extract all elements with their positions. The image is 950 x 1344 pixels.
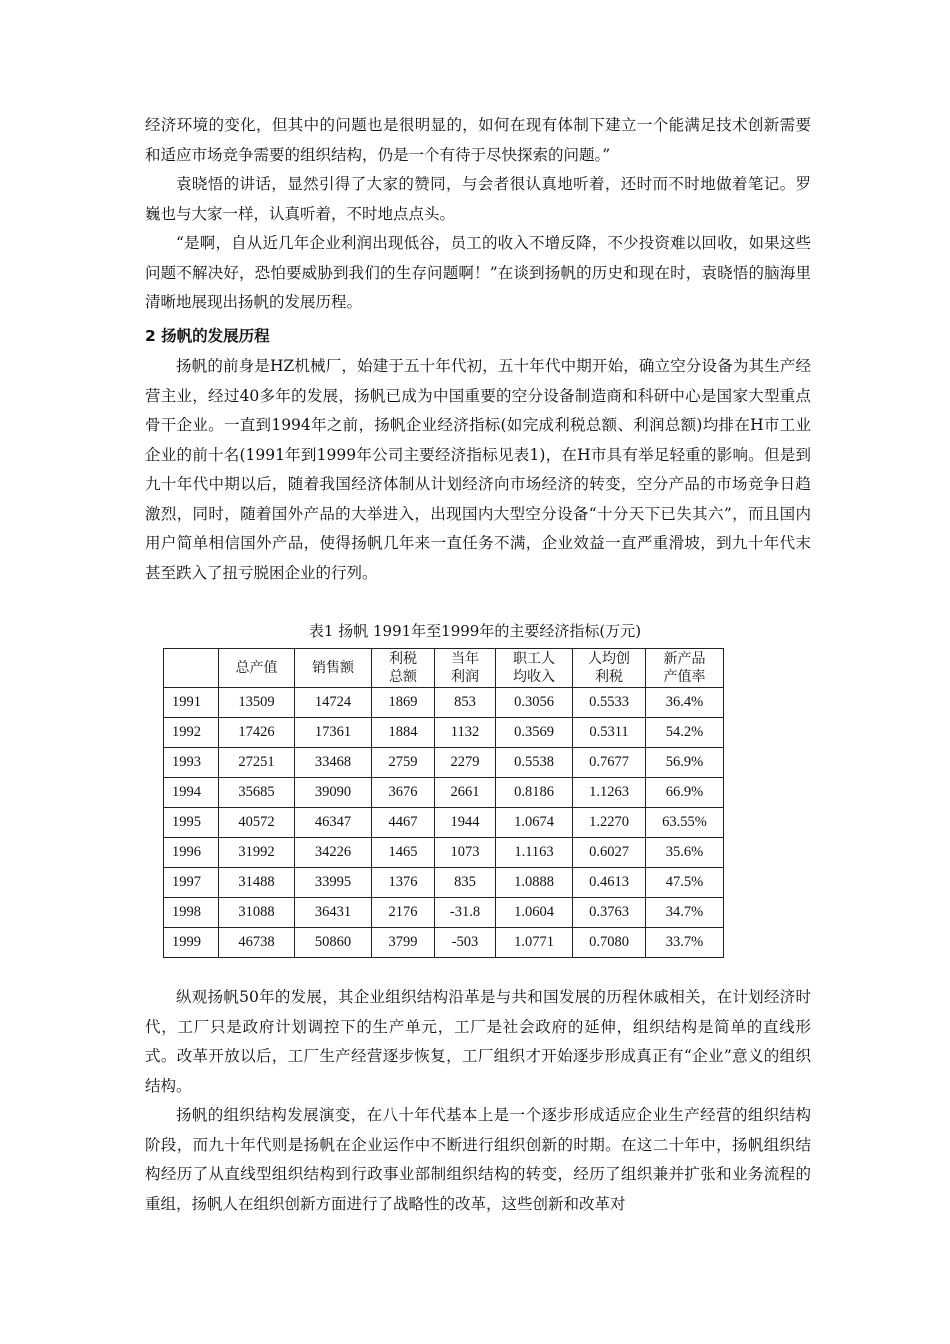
cell-tax-profit: 4467 [372, 808, 435, 838]
header-tax-profit: 利税 总额 [372, 649, 435, 688]
cell-annual-profit: 1944 [435, 808, 496, 838]
cell-avg-income: 0.5538 [496, 748, 573, 778]
cell-annual-profit: 2661 [435, 778, 496, 808]
table-header-row [164, 649, 724, 688]
cell-new-product-rate: 34.7% [646, 898, 724, 928]
cell-tax-profit: 3676 [372, 778, 435, 808]
paragraph-quote: “是啊，自从近几年企业利润出现低谷，员工的收入不增反降，不少投资难以回收，如果这些问题不解决好，恐怕要威胁到我们的生存问题啊！”在谈到扬帆的历史和现在时，袁晓悟的脑海里清晰地展现出扬帆的发展历程。 [145, 234, 811, 311]
cell-new-product-rate: 54.2% [646, 718, 724, 748]
table-row [164, 688, 724, 718]
cell-sales: 17361 [295, 718, 372, 748]
cell-tax-per-capita: 0.7080 [573, 928, 646, 958]
cell-annual-profit: 853 [435, 688, 496, 718]
header-sales: 销售额 [295, 649, 372, 688]
cell-year: 1992 [164, 718, 219, 748]
cell-sales: 34226 [295, 838, 372, 868]
cell-tax-per-capita: 0.4613 [573, 868, 646, 898]
header-avg-income: 职工人 均收入 [496, 649, 573, 688]
paragraph-yuan-speech: 袁晓悟的讲话，显然引得了大家的赞同，与会者很认真地听着，还时而不时地做着笔记。罗巍也与大家一样，认真听着，不时地点点头。 [145, 175, 811, 223]
cell-tax-profit: 3799 [372, 928, 435, 958]
cell-total-output: 46738 [219, 928, 295, 958]
cell-tax-per-capita: 1.1263 [573, 778, 646, 808]
cell-annual-profit: -503 [435, 928, 496, 958]
cell-sales: 39090 [295, 778, 372, 808]
cell-annual-profit: -31.8 [435, 898, 496, 928]
table-row [164, 898, 724, 928]
paragraph-history: 扬帆的前身是HZ机械厂，始建于五十年代初，五十年代中期开始，确立空分设备为其生产经营主业，经过40多年的发展，扬帆已成为中国重要的空分设备制造商和科研中心是国家大型重点骨干企业。一直到1994年之前，扬帆企业经济指标(如完成利税总额、利润总额)均排在H市工业企业的前十名(1991年到1999年公司主要经济指标见表1)，在H市具有举足轻重的影响。但是到九十年代中期以后，随着我国经济体制从计划经济向市场经济的转变，空分产品的市场竞争日趋激烈，同时，随着国外产品的大举进入，出现国内大型空分设备“十分天下已失其六”，而且国内用户简单相信国外产品，使得扬帆几年来一直任务不满，企业效益一直严重滑坡，到九十年代末甚至跌入了扭亏脱困企业的行列。 [145, 357, 811, 582]
table-row [164, 748, 724, 778]
table-row [164, 808, 724, 838]
table-caption: 表1 扬帆 1991年至1999年的主要经济指标(万元) [308, 622, 642, 640]
header-year [164, 649, 219, 688]
cell-tax-per-capita: 0.6027 [573, 838, 646, 868]
cell-tax-per-capita: 0.7677 [573, 748, 646, 778]
cell-annual-profit: 2279 [435, 748, 496, 778]
table-row [164, 838, 724, 868]
paragraph-continuation: 经济环境的变化，但其中的问题也是很明显的，如何在现有体制下建立一个能满足技术创新需要和适应市场竞争需要的组织结构，仍是一个有待于尽快探索的问题。” [145, 116, 811, 164]
cell-avg-income: 0.8186 [496, 778, 573, 808]
table-row [164, 928, 724, 958]
table-row [164, 778, 724, 808]
cell-sales: 33468 [295, 748, 372, 778]
cell-total-output: 40572 [219, 808, 295, 838]
cell-new-product-rate: 36.4% [646, 688, 724, 718]
cell-annual-profit: 835 [435, 868, 496, 898]
cell-avg-income: 1.0771 [496, 928, 573, 958]
cell-avg-income: 1.0674 [496, 808, 573, 838]
cell-avg-income: 1.0604 [496, 898, 573, 928]
cell-new-product-rate: 35.6% [646, 838, 724, 868]
cell-avg-income: 0.3056 [496, 688, 573, 718]
cell-sales: 50860 [295, 928, 372, 958]
cell-new-product-rate: 47.5% [646, 868, 724, 898]
header-new-product-rate: 新产品 产值率 [646, 649, 724, 688]
cell-annual-profit: 1132 [435, 718, 496, 748]
cell-year: 1999 [164, 928, 219, 958]
cell-total-output: 13509 [219, 688, 295, 718]
table-row [164, 718, 724, 748]
cell-new-product-rate: 33.7% [646, 928, 724, 958]
cell-total-output: 31992 [219, 838, 295, 868]
cell-tax-profit: 2176 [372, 898, 435, 928]
cell-sales: 36431 [295, 898, 372, 928]
cell-total-output: 31488 [219, 868, 295, 898]
cell-sales: 14724 [295, 688, 372, 718]
cell-year: 1997 [164, 868, 219, 898]
cell-avg-income: 1.0888 [496, 868, 573, 898]
cell-year: 1991 [164, 688, 219, 718]
cell-new-product-rate: 56.9% [646, 748, 724, 778]
cell-tax-per-capita: 1.2270 [573, 808, 646, 838]
economic-indicators-table [163, 648, 724, 958]
cell-tax-profit: 1376 [372, 868, 435, 898]
cell-tax-per-capita: 0.3763 [573, 898, 646, 928]
cell-year: 1994 [164, 778, 219, 808]
cell-total-output: 27251 [219, 748, 295, 778]
cell-year: 1998 [164, 898, 219, 928]
cell-sales: 33995 [295, 868, 372, 898]
cell-total-output: 35685 [219, 778, 295, 808]
cell-tax-per-capita: 0.5533 [573, 688, 646, 718]
cell-tax-profit: 1465 [372, 838, 435, 868]
paragraph-evolution: 扬帆的组织结构发展演变，在八十年代基本上是一个逐步形成适应企业生产经营的组织结构阶段，而九十年代则是扬帆在企业运作中不断进行组织创新的时期。在这二十年中，扬帆组织结构经历了从直线型组织结构到行政事业部制组织结构的转变，经历了组织兼并扩张和业务流程的重组，扬帆人在组织创新方面进行了战略性的改革，这些创新和改革对 [145, 1106, 811, 1213]
cell-total-output: 31088 [219, 898, 295, 928]
cell-annual-profit: 1073 [435, 838, 496, 868]
header-tax-per-capita: 人均创 利税 [573, 649, 646, 688]
cell-sales: 46347 [295, 808, 372, 838]
header-total-output: 总产值 [219, 649, 295, 688]
table-row [164, 868, 724, 898]
cell-year: 1995 [164, 808, 219, 838]
cell-avg-income: 1.1163 [496, 838, 573, 868]
cell-total-output: 17426 [219, 718, 295, 748]
cell-new-product-rate: 63.55% [646, 808, 724, 838]
cell-year: 1996 [164, 838, 219, 868]
paragraph-overview: 纵观扬帆50年的发展，其企业组织结构沿革是与共和国发展的历程休戚相关，在计划经济时代，工厂只是政府计划调控下的生产单元，工厂是社会政府的延伸，组织结构是简单的直线形式。改革开放以后，工厂生产经营逐步恢复，工厂组织才开始逐步形成真正有“企业”意义的组织结构。 [145, 988, 811, 1095]
cell-tax-profit: 1884 [372, 718, 435, 748]
cell-tax-profit: 2759 [372, 748, 435, 778]
section-heading: 2 扬帆的发展历程 [145, 327, 270, 345]
header-annual-profit: 当年 利润 [435, 649, 496, 688]
cell-tax-profit: 1869 [372, 688, 435, 718]
cell-new-product-rate: 66.9% [646, 778, 724, 808]
cell-avg-income: 0.3569 [496, 718, 573, 748]
cell-tax-per-capita: 0.5311 [573, 718, 646, 748]
cell-year: 1993 [164, 748, 219, 778]
